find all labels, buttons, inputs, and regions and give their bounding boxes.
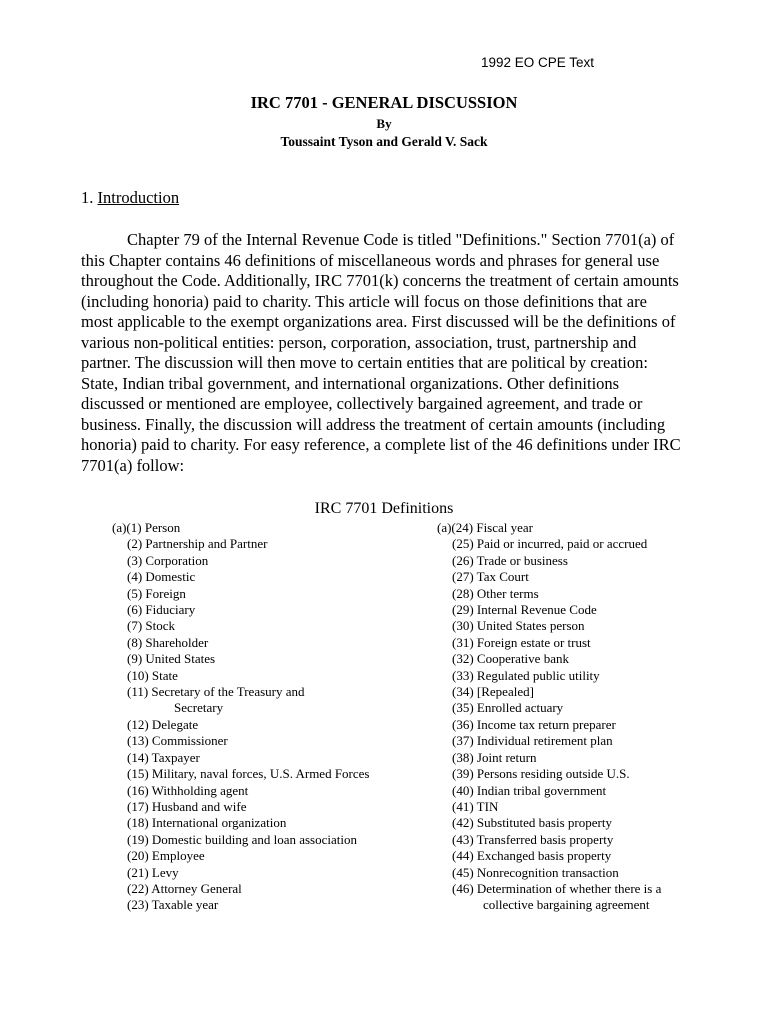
intro-paragraph: Chapter 79 of the Internal Revenue Code is titled "Definitions." Section 7701(a) of this Chapter contains 46 definitions of miscellaneous words and phrases for general use throughout the Code. Additionally, IRC 7701(k) concerns the treatment of certain amounts (including honoria) paid to charity. This article will focus on those definitions that are most applicable to the exempt organizations area. First discussed will be the definitions of various non-political entities: person, corporation, association, trust, partnership and partner. The discussion will then move to certain entities that are political by creation: State, Indian tribal government, and international organizations. Other definitions discussed or mentioned are employee, collectively bargained agreement, and trade or business. Finally, the discussion will address the treatment of certain amounts (including honoria) paid to charity. For easy reference, a complete list of the 46 definitions under IRC 7701(a) follow: xyxy=(81,230,681,475)
definition-item: (22) Attorney General xyxy=(127,880,242,896)
definition-item: (26) Trade or business xyxy=(452,552,568,568)
definition-item: (45) Nonrecognition transaction xyxy=(452,864,619,880)
definition-item: (43) Transferred basis property xyxy=(452,831,614,847)
header-note: 1992 EO CPE Text xyxy=(481,55,595,70)
definition-item: (20) Employee xyxy=(127,848,205,864)
definition-item: (37) Individual retirement plan xyxy=(452,733,613,749)
definitions-right-column xyxy=(437,520,661,914)
definition-item: (23) Taxable year xyxy=(127,897,219,913)
definition-item: (30) United States person xyxy=(452,618,585,634)
definition-item: (42) Substituted basis property xyxy=(452,815,612,831)
definition-item: (44) Exchanged basis property xyxy=(452,848,612,864)
definition-item: (9) United States xyxy=(127,651,216,667)
definition-item: (8) Shareholder xyxy=(127,634,209,650)
definition-item: (2) Partnership and Partner xyxy=(127,536,268,552)
definition-item: (11) Secretary of the Treasury and xyxy=(127,684,305,700)
definition-item: (32) Cooperative bank xyxy=(452,651,569,667)
definition-item: (12) Delegate xyxy=(127,716,199,732)
definition-item: (3) Corporation xyxy=(127,552,209,568)
definition-item: (21) Levy xyxy=(127,864,179,880)
continuation-text: Secretary xyxy=(174,700,224,716)
definitions-title: IRC 7701 Definitions xyxy=(314,500,454,517)
definition-item-continuation xyxy=(112,700,370,716)
definition-item: (6) Fiduciary xyxy=(127,602,196,618)
definition-item: (27) Tax Court xyxy=(452,569,529,585)
definition-item: (34) [Repealed] xyxy=(452,684,534,700)
definition-item: (28) Other terms xyxy=(452,585,539,601)
definition-item: (36) Income tax return preparer xyxy=(452,716,616,732)
definition-item: (38) Joint return xyxy=(452,749,537,765)
definition-item: (a)(1) Person xyxy=(112,520,181,535)
definition-item: (31) Foreign estate or trust xyxy=(452,634,591,650)
definition-item: (17) Husband and wife xyxy=(127,798,247,814)
section-title: Introduction xyxy=(97,188,180,207)
definition-item: (16) Withholding agent xyxy=(127,782,249,798)
definition-item: (29) Internal Revenue Code xyxy=(452,602,597,618)
authors: Toussaint Tyson and Gerald V. Sack xyxy=(280,134,488,149)
byline: By xyxy=(376,116,392,131)
definition-item: (33) Regulated public utility xyxy=(452,667,600,683)
definition-item: (13) Commissioner xyxy=(127,733,228,749)
definition-item: (15) Military, naval forces, U.S. Armed Forces xyxy=(127,766,370,782)
definition-item: (a)(24) Fiscal year xyxy=(437,520,534,535)
definition-item: (35) Enrolled actuary xyxy=(452,700,564,716)
definition-item: (5) Foreign xyxy=(127,585,186,601)
section-heading xyxy=(81,188,179,208)
document-title: IRC 7701 - GENERAL DISCUSSION xyxy=(250,93,518,112)
definition-item: (7) Stock xyxy=(127,618,176,634)
definition-item: (14) Taxpayer xyxy=(127,749,200,765)
definitions-left-column xyxy=(112,520,370,914)
definition-item: (4) Domestic xyxy=(127,569,196,585)
definition-item: (39) Persons residing outside U.S. xyxy=(452,766,630,782)
section-number: 1. xyxy=(81,188,94,207)
definition-item: (18) International organization xyxy=(127,815,287,831)
definition-item: (25) Paid or incurred, paid or accrued xyxy=(452,536,648,552)
definition-item: (41) TIN xyxy=(452,798,499,814)
definition-item: (10) State xyxy=(127,667,178,683)
definition-item: (46) Determination of whether there is a xyxy=(452,880,662,896)
definition-item: (19) Domestic building and loan association xyxy=(127,831,357,847)
definition-item-continuation: collective bargaining agreement xyxy=(483,897,650,913)
definition-item: (40) Indian tribal government xyxy=(452,782,607,798)
